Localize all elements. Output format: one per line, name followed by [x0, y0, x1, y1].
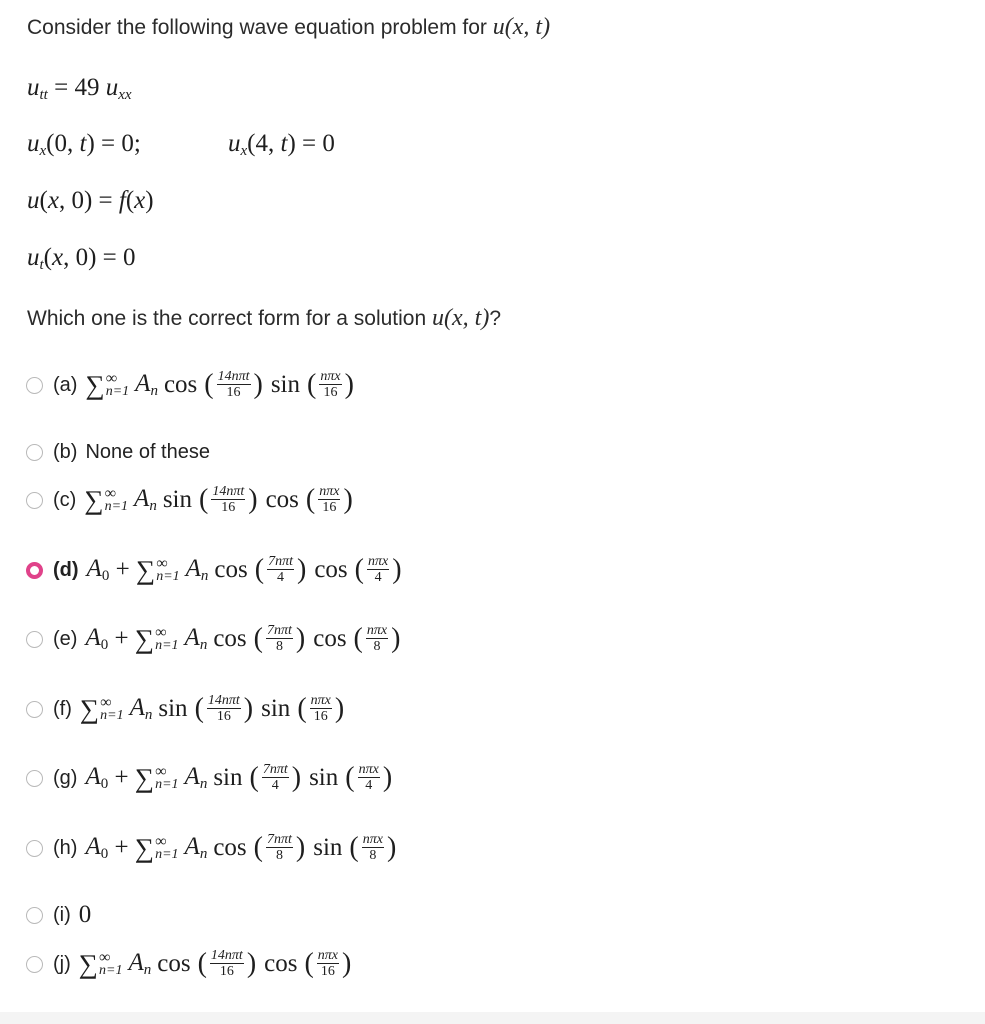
sigma-symbol: ∑: [134, 623, 155, 654]
option-i[interactable]: [26, 897, 91, 933]
paren-open: (: [305, 484, 316, 515]
summation-limits: [100, 696, 123, 722]
time-argument: [266, 833, 293, 863]
space-argument: [310, 694, 332, 724]
time-argument: [267, 555, 294, 585]
an-coefficient: $A_n$: [184, 624, 208, 653]
option-formula: [79, 948, 354, 980]
paren-close: ): [342, 948, 352, 979]
an-coefficient: $A_n$: [135, 370, 158, 399]
option-g[interactable]: [26, 760, 394, 796]
upper-limit: ∞: [156, 555, 168, 572]
space-argument: [367, 555, 389, 585]
time-argument-numerator: 14nπt: [217, 369, 250, 384]
summation: [85, 370, 135, 401]
time-function: cos: [213, 834, 247, 861]
space-function: cos: [264, 950, 298, 977]
paren-open: (: [354, 554, 364, 585]
space-argument: [366, 624, 388, 654]
paren-open: (: [254, 554, 265, 585]
option-label[interactable]: (i): [53, 903, 71, 926]
time-argument-denominator: 16: [221, 500, 236, 515]
upper-limit: ∞: [155, 763, 167, 780]
option-label[interactable]: (j): [53, 952, 71, 975]
option-label[interactable]: (a): [53, 373, 78, 396]
space-function: sin: [313, 834, 343, 861]
paren-open: (: [349, 832, 359, 863]
paren-open: (: [197, 948, 207, 979]
time-function: cos: [163, 371, 198, 398]
option-label[interactable]: (e): [53, 627, 78, 650]
summation: [80, 694, 130, 725]
option-a[interactable]: [26, 367, 356, 403]
an-coefficient: $A_n$: [184, 833, 208, 862]
time-function: cos: [214, 556, 248, 583]
lower-limit: n=1: [100, 708, 124, 723]
paren-open: (: [253, 832, 263, 863]
radio-button[interactable]: [26, 492, 43, 509]
plus-sign: +: [109, 556, 136, 583]
option-f[interactable]: [26, 691, 346, 727]
option-formula: [85, 832, 398, 864]
paren-close: ): [295, 623, 306, 654]
summation: [136, 555, 186, 586]
space-argument-denominator: 16: [320, 964, 335, 979]
lower-limit: n=1: [155, 638, 179, 653]
space-function: cos: [313, 625, 347, 652]
time-function: sin: [162, 486, 192, 513]
space-argument-denominator: 8: [369, 848, 377, 863]
intro-math: u(x, t): [492, 14, 551, 40]
upper-limit: ∞: [155, 833, 167, 850]
a0-term: $A_0$: [85, 624, 109, 653]
time-argument-denominator: 4: [271, 778, 279, 793]
paren-open: (: [297, 693, 307, 724]
paren-open: (: [307, 369, 317, 400]
space-argument-numerator: nπx: [317, 948, 339, 963]
paren-close: ): [295, 832, 306, 863]
space-argument-numerator: nπx: [367, 554, 389, 569]
space-argument-numerator: nπx: [320, 369, 341, 384]
a0-term: $A_0$: [85, 763, 109, 792]
paren-open: (: [204, 369, 214, 400]
time-argument-denominator: 8: [275, 639, 283, 654]
time-argument-denominator: 16: [219, 964, 234, 979]
summation-limits: [155, 765, 178, 791]
equation-bc-left: $u_x(0$, t) = 0;: [27, 130, 141, 159]
time-argument-numerator: 7nπt: [268, 554, 293, 569]
space-argument: [319, 370, 341, 400]
time-argument: [217, 370, 251, 400]
summation-limits: [156, 557, 179, 583]
paren-close: ): [391, 623, 401, 654]
time-argument-numerator: 14nπt: [207, 693, 240, 708]
paren-open: (: [194, 693, 204, 724]
space-argument-denominator: 8: [373, 639, 381, 654]
summation-limits: [155, 626, 178, 652]
paren-close: ): [392, 554, 402, 585]
space-argument: [362, 833, 384, 863]
plus-sign: +: [108, 625, 135, 652]
paren-close: ): [334, 693, 345, 724]
question-prompt: Which one is the correct form for a solution u(x, t)?: [27, 305, 502, 331]
equation-ic-velocity: $u_t(x$, 0) = 0: [27, 244, 136, 273]
option-formula: [80, 693, 346, 725]
time-argument: [262, 763, 289, 793]
sigma-symbol: ∑: [79, 693, 100, 724]
sigma-symbol: ∑: [85, 369, 105, 400]
time-argument-denominator: 16: [226, 385, 241, 400]
space-argument-denominator: 16: [322, 500, 337, 515]
upper-limit: ∞: [155, 624, 167, 641]
paren-open: (: [353, 623, 363, 654]
option-formula: [84, 484, 354, 516]
time-argument: [266, 624, 293, 654]
an-coefficient: $A_n$: [129, 694, 153, 723]
time-argument-numerator: 7nπt: [262, 762, 288, 777]
plus-sign: +: [108, 834, 135, 861]
space-argument-numerator: nπx: [358, 762, 379, 777]
space-argument-denominator: 4: [365, 778, 373, 793]
summation: [84, 485, 134, 516]
an-coefficient: $A_n$: [134, 485, 157, 514]
summation-limits: [106, 372, 129, 398]
space-argument-numerator: nπx: [366, 623, 388, 638]
lower-limit: n=1: [155, 777, 179, 792]
space-argument: [358, 763, 380, 793]
summation: [135, 833, 185, 864]
option-h[interactable]: [26, 830, 398, 866]
plus-sign: +: [108, 764, 135, 791]
radio-button[interactable]: [26, 701, 43, 718]
upper-limit: ∞: [104, 485, 116, 502]
summation: [135, 763, 185, 794]
radio-button[interactable]: [26, 770, 43, 787]
option-formula: [85, 762, 394, 794]
lower-limit: n=1: [105, 384, 130, 399]
time-function: sin: [213, 764, 243, 791]
option-label[interactable]: (h): [53, 836, 78, 859]
time-argument-numerator: 14nπt: [210, 948, 243, 963]
radio-button[interactable]: [26, 907, 43, 924]
summation: [135, 624, 185, 655]
a0-term: $A_0$: [86, 555, 110, 584]
time-function: cos: [213, 625, 247, 652]
space-function: sin: [270, 371, 301, 398]
paren-open: (: [345, 762, 355, 793]
option-c[interactable]: [26, 482, 355, 518]
space-argument-numerator: nπx: [310, 693, 331, 708]
radio-button[interactable]: [26, 444, 43, 461]
option-label[interactable]: (d): [53, 558, 79, 581]
upper-limit: ∞: [99, 949, 111, 966]
an-coefficient: $A_n$: [184, 763, 208, 792]
paren-open: (: [199, 484, 209, 515]
option-label[interactable]: (b): [53, 440, 78, 463]
summation-limits: [155, 835, 178, 861]
time-argument-denominator: 4: [277, 570, 285, 585]
a0-term: $A_0$: [85, 833, 109, 862]
time-argument-numerator: 7nπt: [266, 832, 292, 847]
lower-limit: n=1: [156, 569, 180, 584]
option-b[interactable]: [26, 434, 210, 470]
radio-button[interactable]: [26, 631, 43, 648]
sigma-symbol: ∑: [78, 948, 99, 979]
option-formula: [87, 554, 404, 586]
space-argument: [317, 949, 339, 979]
an-coefficient: $A_n$: [185, 555, 209, 584]
space-argument-denominator: 16: [313, 709, 328, 724]
option-label[interactable]: (g): [53, 766, 78, 789]
summation-limits: [105, 487, 128, 513]
paren-close: ): [343, 484, 353, 515]
upper-limit: ∞: [100, 694, 112, 711]
summation: [79, 949, 129, 980]
space-function: sin: [309, 764, 339, 791]
paren-close: ): [243, 693, 254, 724]
lower-limit: n=1: [99, 963, 123, 978]
paren-close: ): [382, 762, 393, 793]
time-argument-numerator: 14nπt: [212, 484, 245, 499]
sigma-symbol: ∑: [134, 762, 155, 793]
summation-limits: [99, 951, 122, 977]
an-coefficient: $A_n$: [128, 949, 152, 978]
option-d[interactable]: [26, 552, 404, 588]
space-argument-denominator: 16: [323, 385, 338, 400]
sigma-symbol: ∑: [135, 554, 156, 585]
radio-button[interactable]: [26, 956, 43, 973]
option-label[interactable]: (c): [53, 488, 77, 511]
question-intro: Consider the following wave equation problem for u(x, t): [27, 14, 551, 40]
radio-button[interactable]: [26, 562, 43, 579]
time-argument-denominator: 16: [216, 709, 231, 724]
space-function: cos: [314, 556, 348, 583]
space-argument-denominator: 4: [374, 570, 382, 585]
paren-open: (: [304, 948, 314, 979]
paren-open: (: [253, 623, 263, 654]
page-bottom-bar: [0, 1012, 985, 1024]
equation-ic-position: u(x, 0) = f(x): [27, 187, 154, 214]
upper-limit: ∞: [105, 370, 118, 387]
option-formula: [85, 623, 402, 655]
sigma-symbol: ∑: [84, 484, 104, 515]
paren-close: ): [296, 554, 307, 585]
lower-limit: n=1: [155, 847, 179, 862]
paren-open: (: [249, 762, 259, 793]
paren-close: ): [248, 484, 258, 515]
space-argument: [318, 485, 340, 515]
time-argument: [207, 694, 241, 724]
paren-close: ): [386, 832, 397, 863]
paren-close: ): [253, 369, 263, 400]
paren-close: ): [291, 762, 302, 793]
equation-bc-right: $u_x(4$, t) = 0: [228, 130, 335, 159]
time-argument-numerator: 7nπt: [266, 623, 292, 638]
equation-pde: $u_{tt} = 49$ $u_{xx}$: [27, 74, 132, 103]
option-j[interactable]: [26, 946, 353, 982]
space-argument-numerator: nπx: [319, 484, 340, 499]
time-argument: [210, 949, 244, 979]
paren-close: ): [344, 369, 354, 400]
time-argument-denominator: 8: [275, 848, 283, 863]
space-function: cos: [265, 486, 299, 513]
sigma-symbol: ∑: [134, 832, 155, 863]
radio-button[interactable]: [26, 377, 43, 394]
lower-limit: n=1: [104, 499, 129, 514]
time-argument: [211, 485, 245, 515]
prompt-math: u(x, t): [432, 305, 490, 331]
option-label[interactable]: (f): [53, 697, 72, 720]
option-text: None of these: [85, 440, 210, 463]
option-text: 0: [78, 901, 92, 928]
time-function: cos: [157, 950, 191, 977]
option-e[interactable]: [26, 621, 402, 657]
space-function: sin: [261, 695, 291, 722]
paren-close: ): [246, 948, 257, 979]
option-formula: [85, 369, 355, 401]
space-argument-numerator: nπx: [362, 832, 383, 847]
radio-button[interactable]: [26, 840, 43, 857]
time-function: sin: [158, 695, 188, 722]
